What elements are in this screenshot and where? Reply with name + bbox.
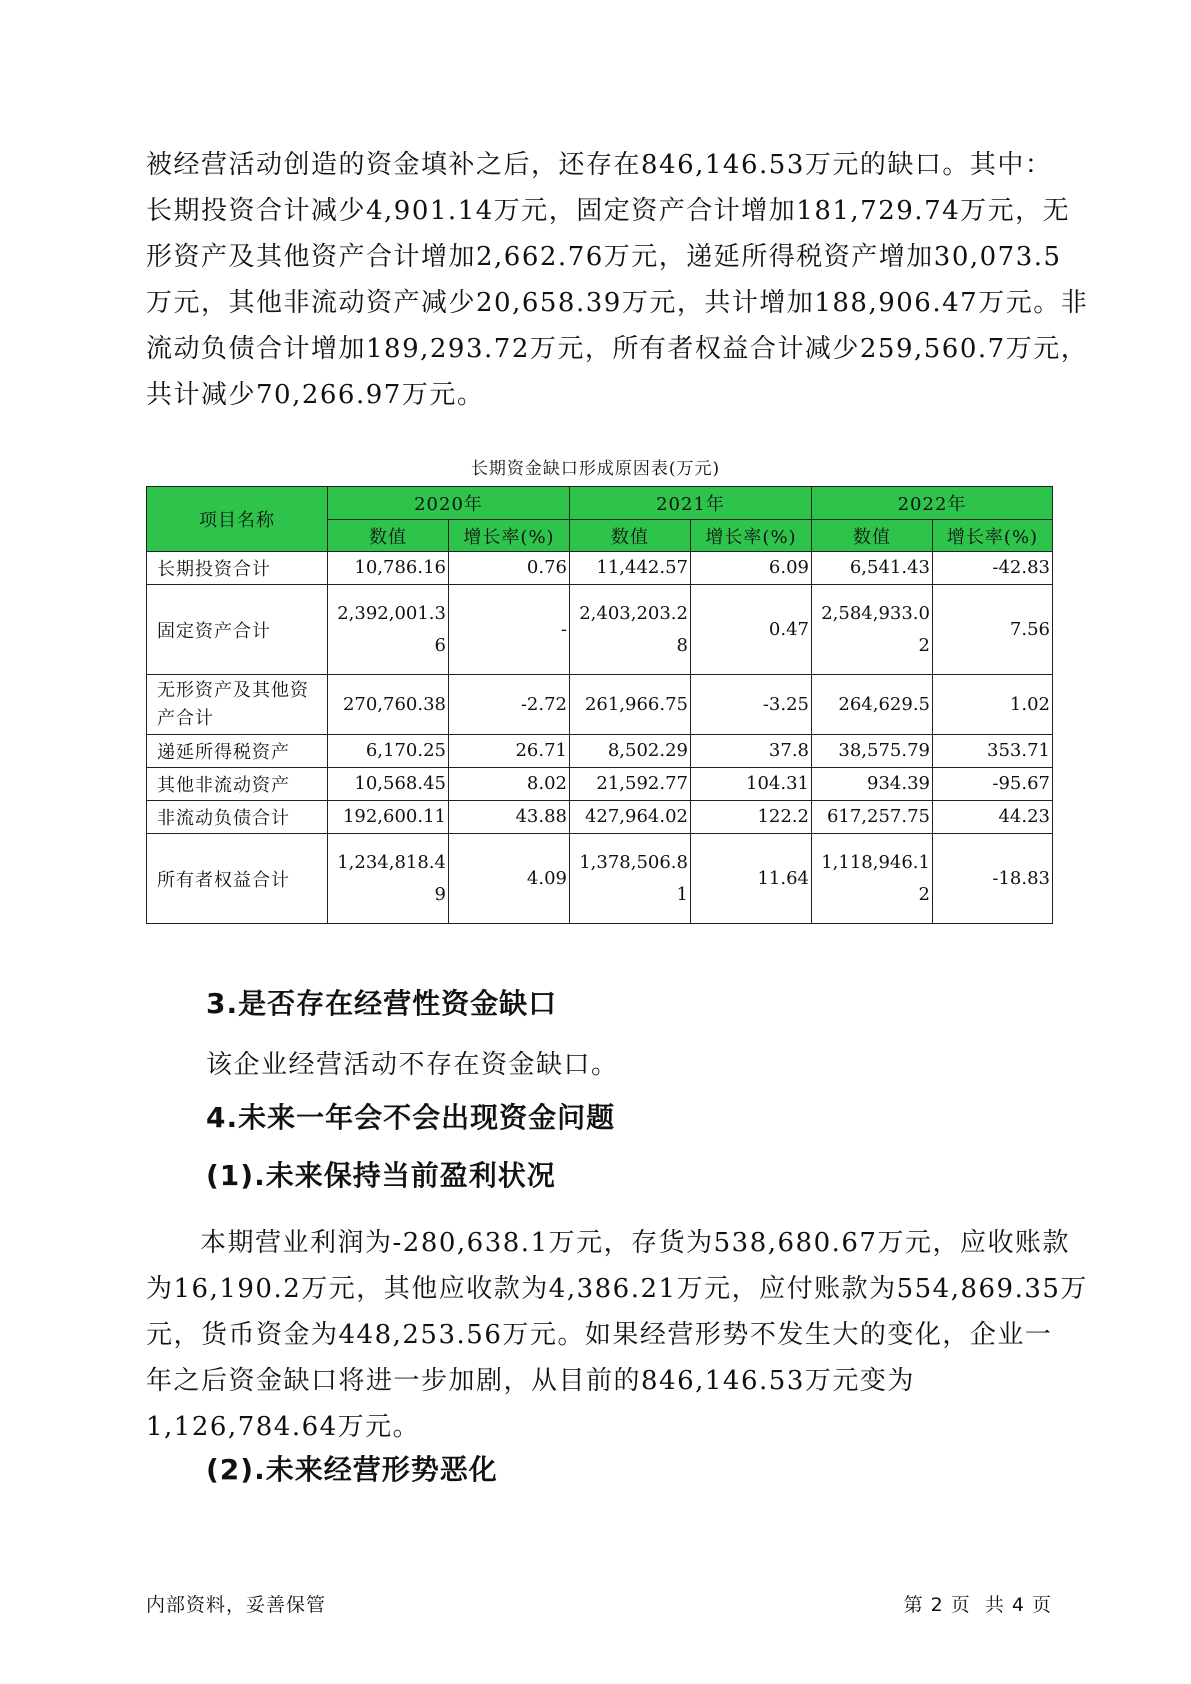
table-row	[147, 585, 1053, 675]
intro-line: 流动负债合计增加189,293.72万元，所有者权益合计减少259,560.7万元，	[146, 334, 1089, 364]
header-rate: 增长率(%)	[933, 520, 1053, 552]
header-rate: 增长率(%)	[449, 520, 570, 552]
section-4-sub1-heading: (1).未来保持当前盈利状况	[206, 1159, 556, 1192]
row-name: 固定资产合计	[147, 585, 328, 675]
table-row	[147, 735, 1053, 768]
section-3-text	[206, 1042, 1052, 1088]
row-name: 其他非流动资产	[147, 768, 328, 801]
cell-value: 2,392,001.36	[328, 585, 449, 675]
section-3-heading: 3.是否存在经营性资金缺口	[206, 987, 558, 1020]
intro-paragraph	[146, 142, 1089, 418]
cell-value: 270,760.38	[328, 675, 449, 735]
cell-rate: -3.25	[691, 675, 812, 735]
header-rate: 增长率(%)	[691, 520, 812, 552]
cell-rate: 37.8	[691, 735, 812, 768]
header-value: 数值	[328, 520, 449, 552]
cell-value: 6,541.43	[812, 552, 933, 585]
cell-value: 21,592.77	[570, 768, 691, 801]
cell-value: 192,600.11	[328, 801, 449, 834]
table-row	[147, 675, 1053, 735]
sub1-line: 为16,190.2万元，其他应收款为4,386.21万元，应付账款为554,869.35万	[146, 1274, 1088, 1304]
cell-value: 10,786.16	[328, 552, 449, 585]
table-row	[147, 801, 1053, 834]
cell-value: 11,442.57	[570, 552, 691, 585]
cell-value: 934.39	[812, 768, 933, 801]
long-term-gap-table	[146, 486, 1053, 924]
cell-value: 6,170.25	[328, 735, 449, 768]
cell-rate: 7.56	[933, 585, 1053, 675]
cell-value: 1,378,506.81	[570, 834, 691, 924]
header-year-2020: 2020年	[328, 487, 570, 520]
cell-value: 1,234,818.49	[328, 834, 449, 924]
section-4-heading: 4.未来一年会不会出现资金问题	[206, 1101, 616, 1134]
table-row	[147, 768, 1053, 801]
sub1-line: 元，货币资金为448,253.56万元。如果经营形势不发生大的变化，企业一	[146, 1320, 1053, 1350]
row-name: 无形资产及其他资产合计	[147, 675, 328, 735]
footer-left: 内部资料，妥善保管	[146, 1594, 327, 1616]
cell-rate: 104.31	[691, 768, 812, 801]
cell-rate: 4.09	[449, 834, 570, 924]
cell-value: 617,257.75	[812, 801, 933, 834]
sub1-line: 年之后资金缺口将进一步加剧，从目前的846,146.53万元变为	[146, 1366, 915, 1396]
row-name: 非流动负债合计	[147, 801, 328, 834]
footer-page-number: 第 2 页 共 4 页	[903, 1594, 1052, 1616]
intro-line: 长期投资合计减少4,901.14万元，固定资产合计增加181,729.74万元，无	[146, 196, 1071, 226]
row-name: 所有者权益合计	[147, 834, 328, 924]
cell-value: 8,502.29	[570, 735, 691, 768]
header-item-name: 项目名称	[147, 487, 328, 552]
table-caption: 长期资金缺口形成原因表(万元)	[470, 459, 721, 479]
cell-rate: 1.02	[933, 675, 1053, 735]
sub1-line: 本期营业利润为-280,638.1万元，存货为538,680.67万元，应收账款	[200, 1228, 1070, 1258]
cell-value: 2,403,203.28	[570, 585, 691, 675]
cell-value: 427,964.02	[570, 801, 691, 834]
cell-rate: 0.76	[449, 552, 570, 585]
cell-rate: -	[449, 585, 570, 675]
cell-value: 264,629.5	[812, 675, 933, 735]
cell-rate: 26.71	[449, 735, 570, 768]
cell-value: 10,568.45	[328, 768, 449, 801]
intro-line: 万元，其他非流动资产减少20,658.39万元，共计增加188,906.47万元。非	[146, 288, 1089, 318]
sub1-line: 1,126,784.64万元。	[146, 1412, 421, 1442]
section-4-sub2-heading: (2).未来经营形势恶化	[206, 1453, 498, 1486]
cell-rate: -95.67	[933, 768, 1053, 801]
cell-rate: -42.83	[933, 552, 1053, 585]
intro-line: 被经营活动创造的资金填补之后，还存在846,146.53万元的缺口。其中：	[146, 150, 1053, 180]
cell-value: 1,118,946.12	[812, 834, 933, 924]
header-year-2021: 2021年	[570, 487, 812, 520]
cell-value: 2,584,933.02	[812, 585, 933, 675]
header-value: 数值	[812, 520, 933, 552]
cell-rate: 8.02	[449, 768, 570, 801]
section-3-line: 该企业经营活动不存在资金缺口。	[206, 1050, 619, 1080]
cell-rate: 11.64	[691, 834, 812, 924]
cell-rate: 43.88	[449, 801, 570, 834]
cell-rate: 44.23	[933, 801, 1053, 834]
cell-rate: -2.72	[449, 675, 570, 735]
cell-rate: 0.47	[691, 585, 812, 675]
cell-value: 261,966.75	[570, 675, 691, 735]
cell-rate: 6.09	[691, 552, 812, 585]
header-value: 数值	[570, 520, 691, 552]
table-row	[147, 834, 1053, 924]
cell-rate: 353.71	[933, 735, 1053, 768]
cell-rate: -18.83	[933, 834, 1053, 924]
section-4-sub1-paragraph	[146, 1220, 1088, 1450]
intro-line: 共计减少70,266.97万元。	[146, 380, 485, 410]
header-year-2022: 2022年	[812, 487, 1053, 520]
row-name: 递延所得税资产	[147, 735, 328, 768]
cell-rate: 122.2	[691, 801, 812, 834]
table-row	[147, 552, 1053, 585]
cell-value: 38,575.79	[812, 735, 933, 768]
row-name: 长期投资合计	[147, 552, 328, 585]
intro-line: 形资产及其他资产合计增加2,662.76万元，递延所得税资产增加30,073.5	[146, 242, 1062, 272]
